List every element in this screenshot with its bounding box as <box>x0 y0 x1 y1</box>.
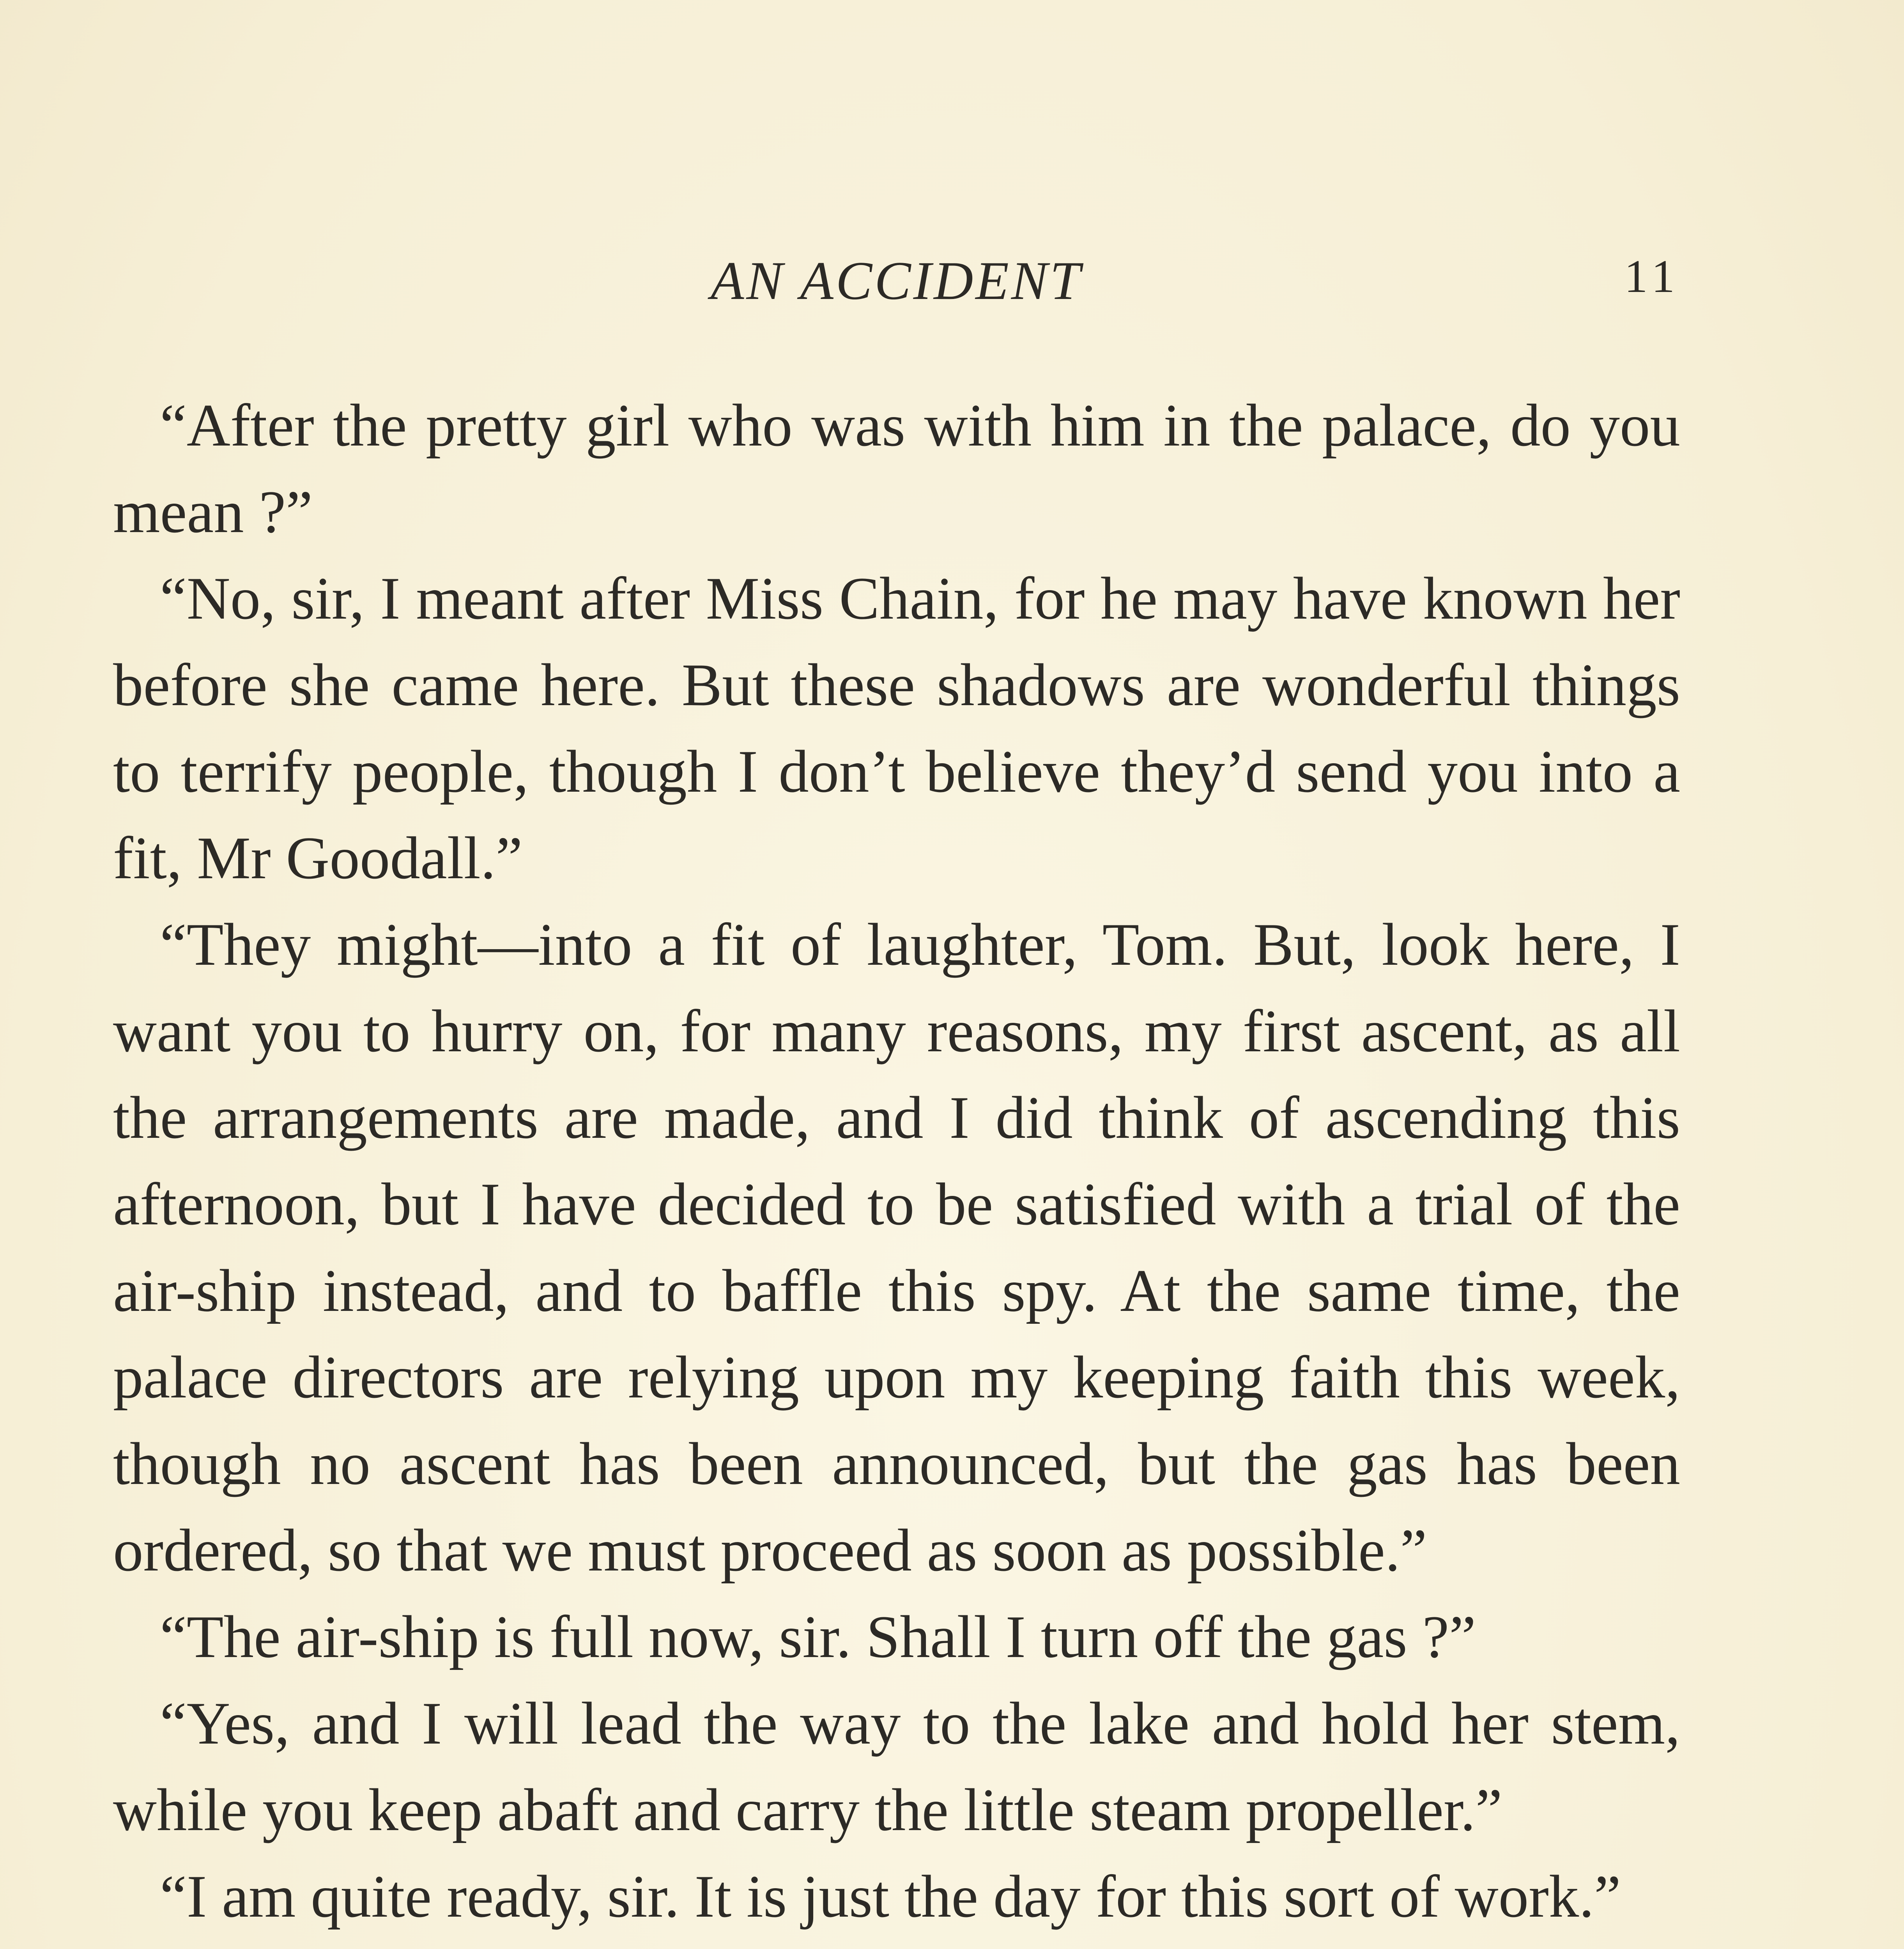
paragraph-4: “The air-ship is full now, sir. Shall I turn off the gas ?” <box>160 1603 1476 1670</box>
page-number: 11 <box>1624 250 1680 302</box>
paragraph-6: “I am quite ready, sir. It is just the day for this sort of work.” <box>160 1863 1621 1930</box>
paragraph-5: “Yes, and I will lead the way to the lake and hold her stem, while you keep abaft and carry the little steam propeller.” <box>113 1690 1680 1843</box>
paragraph-1: “After the pretty girl who was with him in the palace, do you mean ?” <box>113 392 1680 545</box>
running-title: AN ACCIDENT <box>710 251 1083 311</box>
paragraph-7 <box>113 1940 1680 1949</box>
paragraph-3: “They might—into a fit of laughter, Tom. But, look here, I want you to hurry on, for many reasons, my first ascent, as all the arrangements are made, and I did think of ascending this afternoon, but I have decided to be satisfied with a trial of the air-ship instead, and to baffle this spy. At the same time, the palace directors are relying upon my keeping faith this week, though no ascent has been announced, but the gas has been ordered, so that we must proceed as soon as possible.” <box>113 911 1680 1584</box>
running-head <box>113 249 1680 327</box>
body-text <box>113 382 1680 1949</box>
paragraph-2: “No, sir, I meant after Miss Chain, for he may have known her before she came here. But these shadows are wonderful things to terrify people, though I don’t believe they’d send you into a fit, Mr Goodall.” <box>113 565 1680 891</box>
